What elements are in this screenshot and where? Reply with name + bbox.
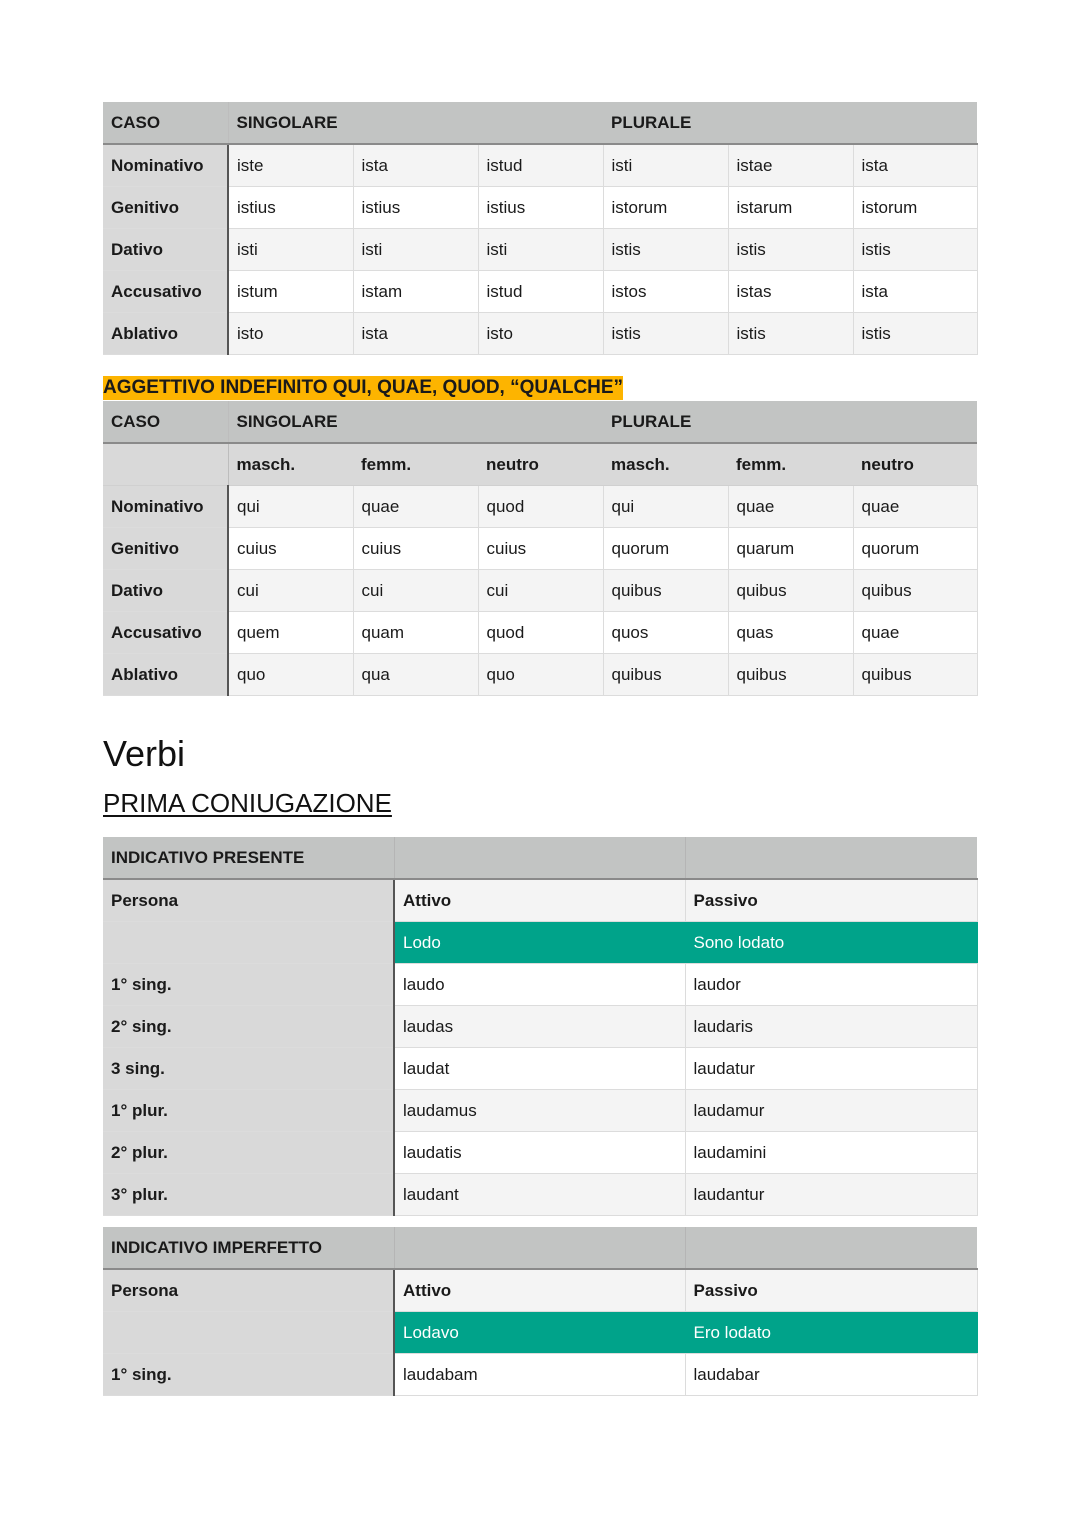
table-cell: istis [603,229,728,271]
header-cell: PLURALE [603,102,728,144]
table-cell: istarum [728,187,853,229]
table-row [103,612,977,654]
translation-row [103,922,977,964]
table-cell: istum [228,271,353,313]
translation-cell: Lodavo [394,1312,685,1354]
person-label: 2° sing. [103,1006,394,1048]
person-label [103,1312,394,1354]
table-cell: qua [353,654,478,696]
table-row [103,1048,977,1090]
qui-quae-quod-table [103,401,978,696]
table-header-row [103,1227,977,1269]
table-cell: laudaris [685,1006,977,1048]
table-cell: istae [728,144,853,187]
case-label: Ablativo [103,654,228,696]
header-cell [478,401,603,443]
column-header: Attivo [394,879,685,922]
table-cell: istud [478,144,603,187]
table-cell: quae [853,486,977,528]
table-row [103,144,977,187]
indicativo-imperfetto-table [103,1227,978,1396]
subheader-cell: masch. [228,443,353,486]
table-cell: laudant [394,1174,685,1216]
table-cell: laudamini [685,1132,977,1174]
table-row [103,879,977,922]
case-label: Nominativo [103,144,228,187]
table-cell: laudo [394,964,685,1006]
section-title: Verbi [103,733,186,774]
table-cell: istis [603,313,728,355]
header-cell [853,102,977,144]
header-cell: PLURALE [603,401,728,443]
table-cell: laudamur [685,1090,977,1132]
table-cell: laudatis [394,1132,685,1174]
header-cell [685,837,977,879]
table-cell: isto [478,313,603,355]
table-cell: quas [728,612,853,654]
table-cell: laudor [685,964,977,1006]
header-cell [728,401,853,443]
header-cell: CASO [103,401,228,443]
table-cell: istorum [853,187,977,229]
table-cell: istorum [603,187,728,229]
table-row [103,486,977,528]
case-label: Nominativo [103,486,228,528]
table-cell: isto [228,313,353,355]
subheader-cell: neutro [853,443,977,486]
table-cell: quod [478,486,603,528]
gender-subheader-row [103,443,977,486]
table-row [103,187,977,229]
table-cell: isti [478,229,603,271]
table-cell: istius [228,187,353,229]
table-cell: quo [478,654,603,696]
table-header-row [103,401,977,443]
table-cell: istam [353,271,478,313]
table-cell: quae [853,612,977,654]
table-cell: istis [853,313,977,355]
case-label: Ablativo [103,313,228,355]
table-row [103,1006,977,1048]
table-cell: quorum [603,528,728,570]
table-cell: istis [853,229,977,271]
table-row [103,271,977,313]
case-label: Dativo [103,229,228,271]
table-cell: istius [353,187,478,229]
table-row [103,1090,977,1132]
header-cell [394,1227,685,1269]
table-title-cell: INDICATIVO IMPERFETTO [103,1227,394,1269]
header-cell: SINGOLARE [228,102,353,144]
table-cell: cuius [478,528,603,570]
table-cell: cui [228,570,353,612]
column-header: Persona [103,879,394,922]
table-cell: quarum [728,528,853,570]
table-cell: quae [728,486,853,528]
translation-row [103,1312,977,1354]
subheader-cell: femm. [353,443,478,486]
table-cell: iste [228,144,353,187]
header-cell [685,1227,977,1269]
header-cell [353,102,478,144]
column-header: Persona [103,1269,394,1312]
translation-cell: Lodo [394,922,685,964]
translation-cell: Ero lodato [685,1312,977,1354]
table-cell: laudamus [394,1090,685,1132]
header-cell [478,102,603,144]
table-row [103,313,977,355]
table-cell: istis [728,229,853,271]
table-cell: quibus [853,654,977,696]
header-cell: SINGOLARE [228,401,353,443]
table-cell: qui [228,486,353,528]
table-cell: quorum [853,528,977,570]
person-label: 2° plur. [103,1132,394,1174]
table-row [103,570,977,612]
person-label: 1° sing. [103,964,394,1006]
table-header-row [103,102,977,144]
table-row [103,1269,977,1312]
subheader-cell [103,443,228,486]
table-row [103,1174,977,1216]
table-row [103,964,977,1006]
iste-declension-table [103,102,978,355]
table-cell: quibus [728,570,853,612]
table-cell: laudabar [685,1354,977,1396]
case-label: Genitivo [103,528,228,570]
table-row [103,654,977,696]
header-cell [353,401,478,443]
table-cell: ista [853,271,977,313]
table-cell: ista [353,144,478,187]
table-cell: ista [853,144,977,187]
table-row [103,528,977,570]
table-cell: istos [603,271,728,313]
table-cell: istius [478,187,603,229]
translation-cell: Sono lodato [685,922,977,964]
table-cell: quibus [603,654,728,696]
table-cell: quo [228,654,353,696]
person-label [103,922,394,964]
table-cell: ista [353,313,478,355]
person-label: 3° plur. [103,1174,394,1216]
header-cell [728,102,853,144]
subheader-cell: femm. [728,443,853,486]
header-cell [853,401,977,443]
table-row [103,1354,977,1396]
table-row [103,1132,977,1174]
table-cell: isti [603,144,728,187]
subheader-cell: neutro [478,443,603,486]
subheader-cell: masch. [603,443,728,486]
indicativo-presente-table [103,837,978,1216]
table-cell: quod [478,612,603,654]
table-cell: quibus [853,570,977,612]
table-cell: laudatur [685,1048,977,1090]
table-cell: quam [353,612,478,654]
table-title-cell: INDICATIVO PRESENTE [103,837,394,879]
table-cell: quae [353,486,478,528]
table-cell: cui [478,570,603,612]
table-cell: cui [353,570,478,612]
table-row [103,229,977,271]
table-cell: isti [228,229,353,271]
table-cell: quibus [728,654,853,696]
person-label: 3 sing. [103,1048,394,1090]
table-cell: isti [353,229,478,271]
highlighted-heading: AGGETTIVO INDEFINITO QUI, QUAE, QUOD, “QUALCHE” [103,377,624,398]
header-cell [394,837,685,879]
case-label: Accusativo [103,612,228,654]
table-cell: quibus [603,570,728,612]
table-cell: laudat [394,1048,685,1090]
person-label: 1° sing. [103,1354,394,1396]
case-label: Dativo [103,570,228,612]
column-header: Passivo [685,1269,977,1312]
table-cell: istas [728,271,853,313]
table-cell: cuius [353,528,478,570]
table-header-row [103,837,977,879]
case-label: Accusativo [103,271,228,313]
table-cell: istis [728,313,853,355]
column-header: Attivo [394,1269,685,1312]
table-cell: cuius [228,528,353,570]
section-subtitle: PRIMA CONIUGAZIONE [103,788,392,818]
case-label: Genitivo [103,187,228,229]
column-header: Passivo [685,879,977,922]
table-cell: laudabam [394,1354,685,1396]
table-cell: laudas [394,1006,685,1048]
qui-quae-quod-title [103,376,623,400]
header-cell: CASO [103,102,228,144]
table-cell: istud [478,271,603,313]
table-cell: qui [603,486,728,528]
table-cell: quem [228,612,353,654]
table-cell: laudantur [685,1174,977,1216]
person-label: 1° plur. [103,1090,394,1132]
table-cell: quos [603,612,728,654]
